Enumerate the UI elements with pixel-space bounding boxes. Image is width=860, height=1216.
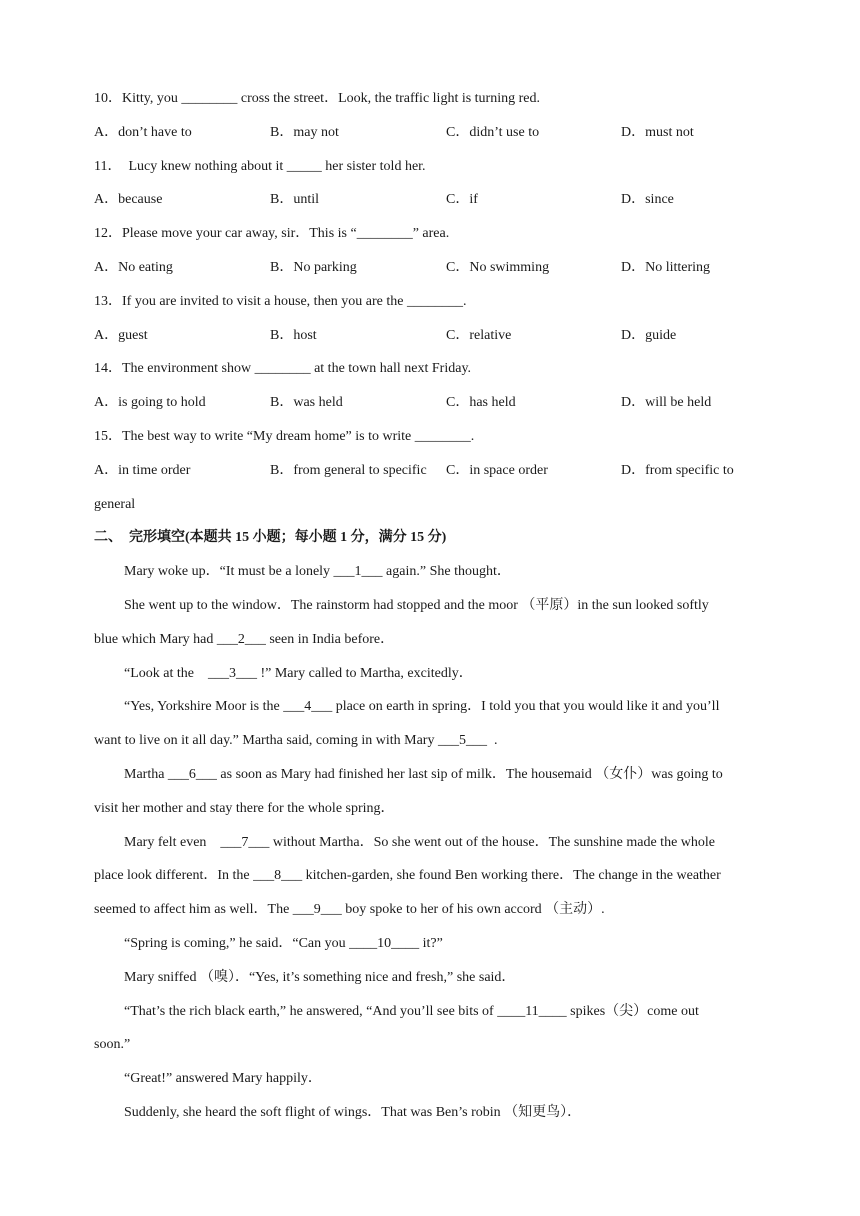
question-11-options	[94, 189, 774, 223]
question-13-stem: 13．If you are invited to visit a house, then you are the ________.	[94, 293, 467, 309]
question-14-options	[94, 392, 774, 426]
option-a: A．guest	[94, 327, 148, 343]
option-a: A．No eating	[94, 259, 173, 275]
document-page	[94, 88, 774, 1136]
passage-line: Mary sniffed （嗅）．“Yes, it’s something nice and fresh,” she said．	[124, 969, 516, 985]
passage-line: “Great!” answered Mary happily．	[124, 1071, 322, 1087]
option-b: B．was held	[270, 395, 343, 411]
passage-line: Mary woke up．“It must be a lonely ___1___ again.” She thought．	[124, 564, 511, 580]
passage-line: “Spring is coming,” he said．“Can you ____10____ it?”	[124, 935, 443, 951]
option-c: C．No swimming	[446, 259, 550, 275]
option-c: C．in space order	[446, 462, 548, 478]
passage-line: Mary felt even ___7___ without Martha．So she went out of the house．The sunshine made the whole	[124, 834, 715, 850]
option-b: B．from general to specific	[270, 462, 427, 478]
option-c: C．if	[446, 192, 478, 208]
option-d: D．No littering	[621, 259, 711, 275]
passage-line: soon.”	[94, 1037, 131, 1053]
question-15-options	[94, 460, 774, 494]
option-c: C．has held	[446, 395, 516, 411]
option-b: B．until	[270, 192, 320, 208]
question-13-options	[94, 325, 774, 359]
option-d-continuation: general	[94, 496, 136, 512]
passage-line: blue which Mary had ___2___ seen in India before．	[94, 631, 395, 647]
passage-line: “Look at the ___3___ !” Mary called to Martha, excitedly．	[124, 665, 473, 681]
passage-line: Martha ___6___ as soon as Mary had finished her last sip of milk．The housemaid （女仆）was going to	[124, 766, 723, 782]
question-11-stem: 11． Lucy knew nothing about it _____ her sister told her.	[94, 158, 426, 174]
option-d: D．from specific to	[621, 462, 734, 478]
option-b: B．may not	[270, 124, 339, 140]
option-d: D．since	[621, 192, 674, 208]
section-title: 二、 完形填空(本题共 15 小题；每小题 1 分，满分 15 分)	[94, 530, 447, 546]
option-a: A．don’t have to	[94, 124, 192, 140]
option-a: A．because	[94, 192, 163, 208]
question-14-stem: 14．The environment show ________ at the town hall next Friday.	[94, 361, 472, 377]
option-c: C．didn’t use to	[446, 124, 540, 140]
cloze-passage	[94, 561, 774, 1136]
option-c: C．relative	[446, 327, 512, 343]
question-10-stem: 10．Kitty, you ________ cross the street．Look, the traffic light is turning red.	[94, 91, 540, 106]
option-a: A．in time order	[94, 462, 191, 478]
question-12-options	[94, 257, 774, 291]
question-15-stem: 15．The best way to write “My dream home” is to write ________.	[94, 428, 475, 444]
option-a: A．is going to hold	[94, 395, 206, 411]
passage-line: “Yes, Yorkshire Moor is the ___4___ place on earth in spring．I told you that you would like it and you’ll	[124, 699, 720, 715]
option-d: D．will be held	[621, 395, 712, 411]
passage-line: She went up to the window．The rainstorm had stopped and the moor （平原）in the sun looked softly	[124, 597, 709, 613]
passage-line: “That’s the rich black earth,” he answered, “And you’ll see bits of ____11____ spikes（尖）come out	[124, 1003, 699, 1019]
option-d: D．must not	[621, 124, 694, 140]
option-b: B．host	[270, 327, 317, 343]
option-b: B．No parking	[270, 259, 357, 275]
question-10-options	[94, 122, 774, 156]
passage-line: place look different．In the ___8___ kitchen-garden, she found Ben working there．The change in the weather	[94, 868, 721, 884]
passage-line: want to live on it all day.” Martha said, coming in with Mary ___5___ .	[94, 733, 498, 749]
question-12-stem: 12．Please move your car away, sir．This is “________” area.	[94, 226, 450, 242]
passage-line: seemed to affect him as well．The ___9___ boy spoke to her of his own accord （主动）.	[94, 902, 605, 918]
passage-line: visit her mother and stay there for the whole spring．	[94, 800, 395, 816]
passage-line: Suddenly, she heard the soft flight of wings．That was Ben’s robin （知更鸟）．	[124, 1104, 582, 1120]
option-d: D．guide	[621, 327, 677, 343]
